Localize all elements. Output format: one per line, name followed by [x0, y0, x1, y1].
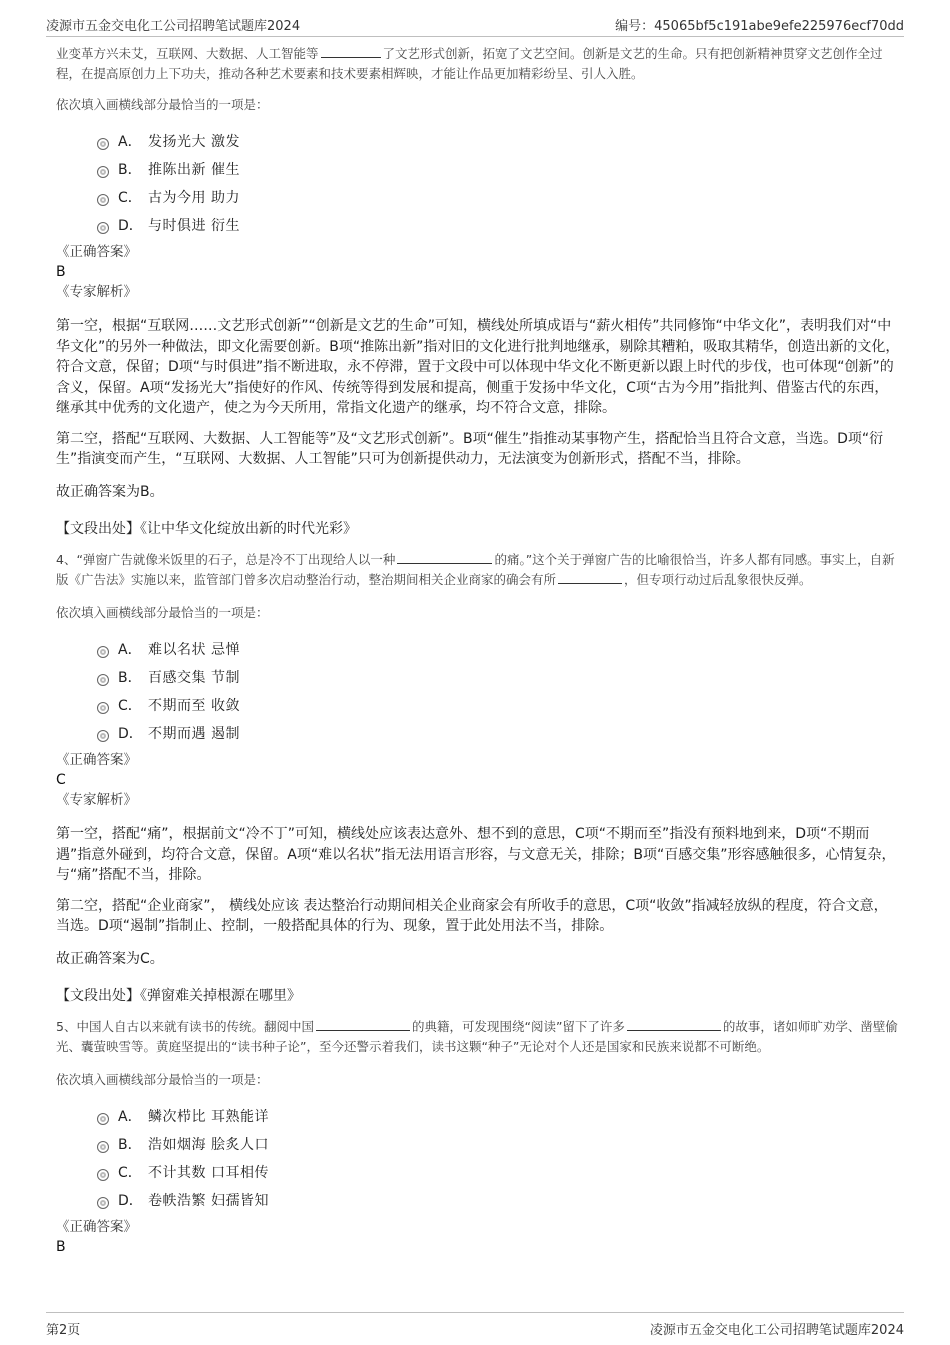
option-text: 不计其数 口耳相传: [148, 1165, 269, 1181]
option-letter: B．: [118, 162, 142, 178]
question-text-part: 的痛。”这个关于弹窗广告的比喻很恰当，许多人都有同感。事实上，自新版《广告法》实施以来，监管部门曾多次启动整治行动，整治期间相关企业商家的确会有所: [56, 552, 895, 587]
option-list: [56, 129, 900, 241]
option-a[interactable]: [56, 1104, 900, 1132]
option-list: [56, 637, 900, 749]
analysis-label: 《专家解析》: [56, 792, 137, 808]
option-letter: D．: [118, 218, 143, 234]
analysis-paragraph: 第二空，搭配“企业商家”， 横线处应该 表达整治行动期间相关企业商家会有所收手的意思，C项“收敛”指减轻放纵的程度，符合文意，当选。D项“遏制”指制止、控制，一般搭配具体的行为、现象，置于此处用法不当，排除。: [56, 897, 888, 934]
answer-value: C: [56, 772, 66, 788]
question-text-part: 5、中国人自古以来就有读书的传统。翻阅中国: [56, 1019, 314, 1034]
question-3-text: [56, 44, 900, 83]
question-text-part: 的典籍，可发现围绕“阅读”留下了许多: [411, 1019, 625, 1034]
answer-value: B: [56, 1239, 66, 1255]
radio-icon[interactable]: [97, 194, 109, 206]
header-doc-id: 编号：45065bf5c191abe9efe225976ecf70dd: [615, 19, 904, 34]
radio-icon[interactable]: [97, 1169, 109, 1181]
radio-icon[interactable]: [97, 1141, 109, 1153]
option-letter: D．: [118, 1193, 143, 1209]
option-letter: A．: [118, 642, 142, 658]
question-text-part: ，但专项行动过后乱象很快反弹。: [624, 571, 812, 587]
option-b[interactable]: [56, 157, 900, 185]
option-b[interactable]: [56, 1132, 900, 1160]
radio-icon[interactable]: [97, 1113, 109, 1125]
radio-icon[interactable]: [97, 166, 109, 178]
fill-blank: [558, 570, 622, 584]
option-letter: D．: [118, 726, 143, 742]
option-text: 推陈出新 催生: [148, 162, 240, 178]
analysis-paragraph: 第一空，搭配“痛”，根据前文“冷不丁”可知，横线处应该表达意外、想不到的意思，C项“不期而至”指没有预料地到来，D项“不期而遇”指意外碰到，均符合文意，保留。A项“难以名状”指无法用语言形容，与文意无关，排除；B项“百感交集”形容感触很多，心情复杂，与“痛”搭配不当，排除。: [56, 826, 896, 883]
source-citation: 【文段出处】《弹窗难关掉根源在哪里》: [56, 988, 301, 1004]
option-text: 卷帙浩繁 妇孺皆知: [148, 1193, 269, 1209]
option-a[interactable]: [56, 129, 900, 157]
page-content: [56, 40, 900, 1257]
option-c[interactable]: [56, 693, 900, 721]
radio-icon[interactable]: [97, 674, 109, 686]
question-text-part: 的故事，诸如师旷劝学、凿壁偷光、囊萤映雪等。黄庭坚提出的“读书种子论”，至今还警示着我们，读书这颗“种子”无论对个人还是国家和民族来说都不可断绝。: [56, 1019, 898, 1054]
radio-icon[interactable]: [97, 1197, 109, 1209]
fill-blank: [316, 1017, 410, 1031]
question-3: [56, 44, 900, 538]
option-text: 不期而至 收敛: [148, 698, 240, 714]
question-5-text: [56, 1017, 900, 1056]
question-4-text: [56, 550, 900, 589]
radio-icon[interactable]: [97, 138, 109, 150]
option-text: 古为今用 助力: [148, 190, 240, 206]
option-letter: C．: [118, 698, 142, 714]
question-text-part: 了文艺形式创新，拓宽了文艺空间。创新是文艺的生命。只有把创新精神贯穿文艺创作全过程，在提高原创力上下功夫，推动各种艺术要素和技术要素相辉映，才能让作品更加精彩纷呈、引人入胜。: [56, 46, 883, 81]
option-c[interactable]: [56, 185, 900, 213]
question-text-part: 4、“弹窗广告就像米饭里的石子，总是冷不丁出现给人以一种: [56, 552, 396, 567]
option-text: 鳞次栉比 耳熟能详: [148, 1109, 269, 1125]
option-letter: C．: [118, 190, 142, 206]
option-letter: B．: [118, 670, 142, 686]
option-list: [56, 1104, 900, 1216]
option-d[interactable]: [56, 1188, 900, 1216]
header-title: 凌源市五金交电化工公司招聘笔试题库2024: [46, 19, 301, 34]
question-5: [56, 1017, 900, 1257]
question-prompt: 依次填入画横线部分最恰当的一项是：: [56, 1072, 269, 1087]
radio-icon[interactable]: [97, 222, 109, 234]
footer-title: 凌源市五金交电化工公司招聘笔试题库2024: [649, 1323, 904, 1338]
option-c[interactable]: [56, 1160, 900, 1188]
question-text-part: 业变革方兴未艾，互联网、大数据、人工智能等: [56, 46, 319, 61]
fill-blank: [627, 1017, 721, 1031]
option-text: 百感交集 节制: [148, 670, 240, 686]
answer-label: 《正确答案》: [56, 752, 137, 768]
option-a[interactable]: [56, 637, 900, 665]
option-text: 发扬光大 激发: [148, 134, 240, 150]
radio-icon[interactable]: [97, 702, 109, 714]
option-letter: A．: [118, 1109, 142, 1125]
option-b[interactable]: [56, 665, 900, 693]
page-header: [46, 10, 904, 37]
analysis-paragraph: 第一空，根据“互联网……文艺形式创新”“创新是文艺的生命”可知，横线处所填成语与“薪火相传”共同修饰“中华文化”，表明我们对“中华文化”的另外一种做法，即文化需要创新。B项“推陈出新”指对旧的文化进行批判地继承，剔除其糟粕，吸取其精华，创造出新的文化，符合文意，保留；D项“与时俱进”指不断进取，永不停滞，置于文段中可以体现中华文化不断更新以跟上时代的步伐，也可体现“创新”的含义，保留。A项“发扬光大”指使好的作风、传统等得到发展和提高，侧重于发扬中华文化，C项“古为今用”指批判、借鉴古代的东西，继承其中优秀的文化遗产，使之为今天所用，常指文化遗产的继承，均不符合文意，排除。: [56, 318, 900, 416]
option-text: 不期而遇 遏制: [148, 726, 240, 742]
analysis-paragraph: 第二空，搭配“互联网、大数据、人工智能等”及“文艺形式创新”。B项“催生”指推动某事物产生，搭配恰当且符合文意，当选。D项“衍生”指演变而产生，“互联网、大数据、人工智能”只可为创新提供动力，无法演变为创新形式，搭配不当，排除。: [56, 430, 884, 467]
radio-icon[interactable]: [97, 730, 109, 742]
option-letter: C．: [118, 1165, 142, 1181]
option-letter: B．: [118, 1137, 142, 1153]
answer-value: B: [56, 264, 66, 280]
question-prompt: 依次填入画横线部分最恰当的一项是：: [56, 97, 269, 112]
option-letter: A．: [118, 134, 142, 150]
answer-label: 《正确答案》: [56, 244, 137, 260]
question-4: [56, 550, 900, 1005]
fill-blank: [321, 44, 381, 58]
fill-blank: [397, 550, 492, 564]
source-citation: 【文段出处】《让中华文化绽放出新的时代光彩》: [56, 521, 357, 537]
option-d[interactable]: [56, 213, 900, 241]
analysis-conclusion: 故正确答案为B。: [56, 483, 164, 500]
option-text: 难以名状 忌惮: [148, 642, 240, 658]
option-d[interactable]: [56, 721, 900, 749]
option-text: 浩如烟海 脍炙人口: [148, 1137, 269, 1153]
radio-icon[interactable]: [97, 646, 109, 658]
option-text: 与时俱进 衍生: [148, 218, 240, 234]
question-prompt: 依次填入画横线部分最恰当的一项是：: [56, 605, 269, 620]
analysis-label: 《专家解析》: [56, 284, 137, 300]
analysis-conclusion: 故正确答案为C。: [56, 950, 164, 967]
answer-label: 《正确答案》: [56, 1219, 137, 1235]
page-number: 第2页: [46, 1323, 81, 1338]
page-footer: [46, 1312, 904, 1341]
